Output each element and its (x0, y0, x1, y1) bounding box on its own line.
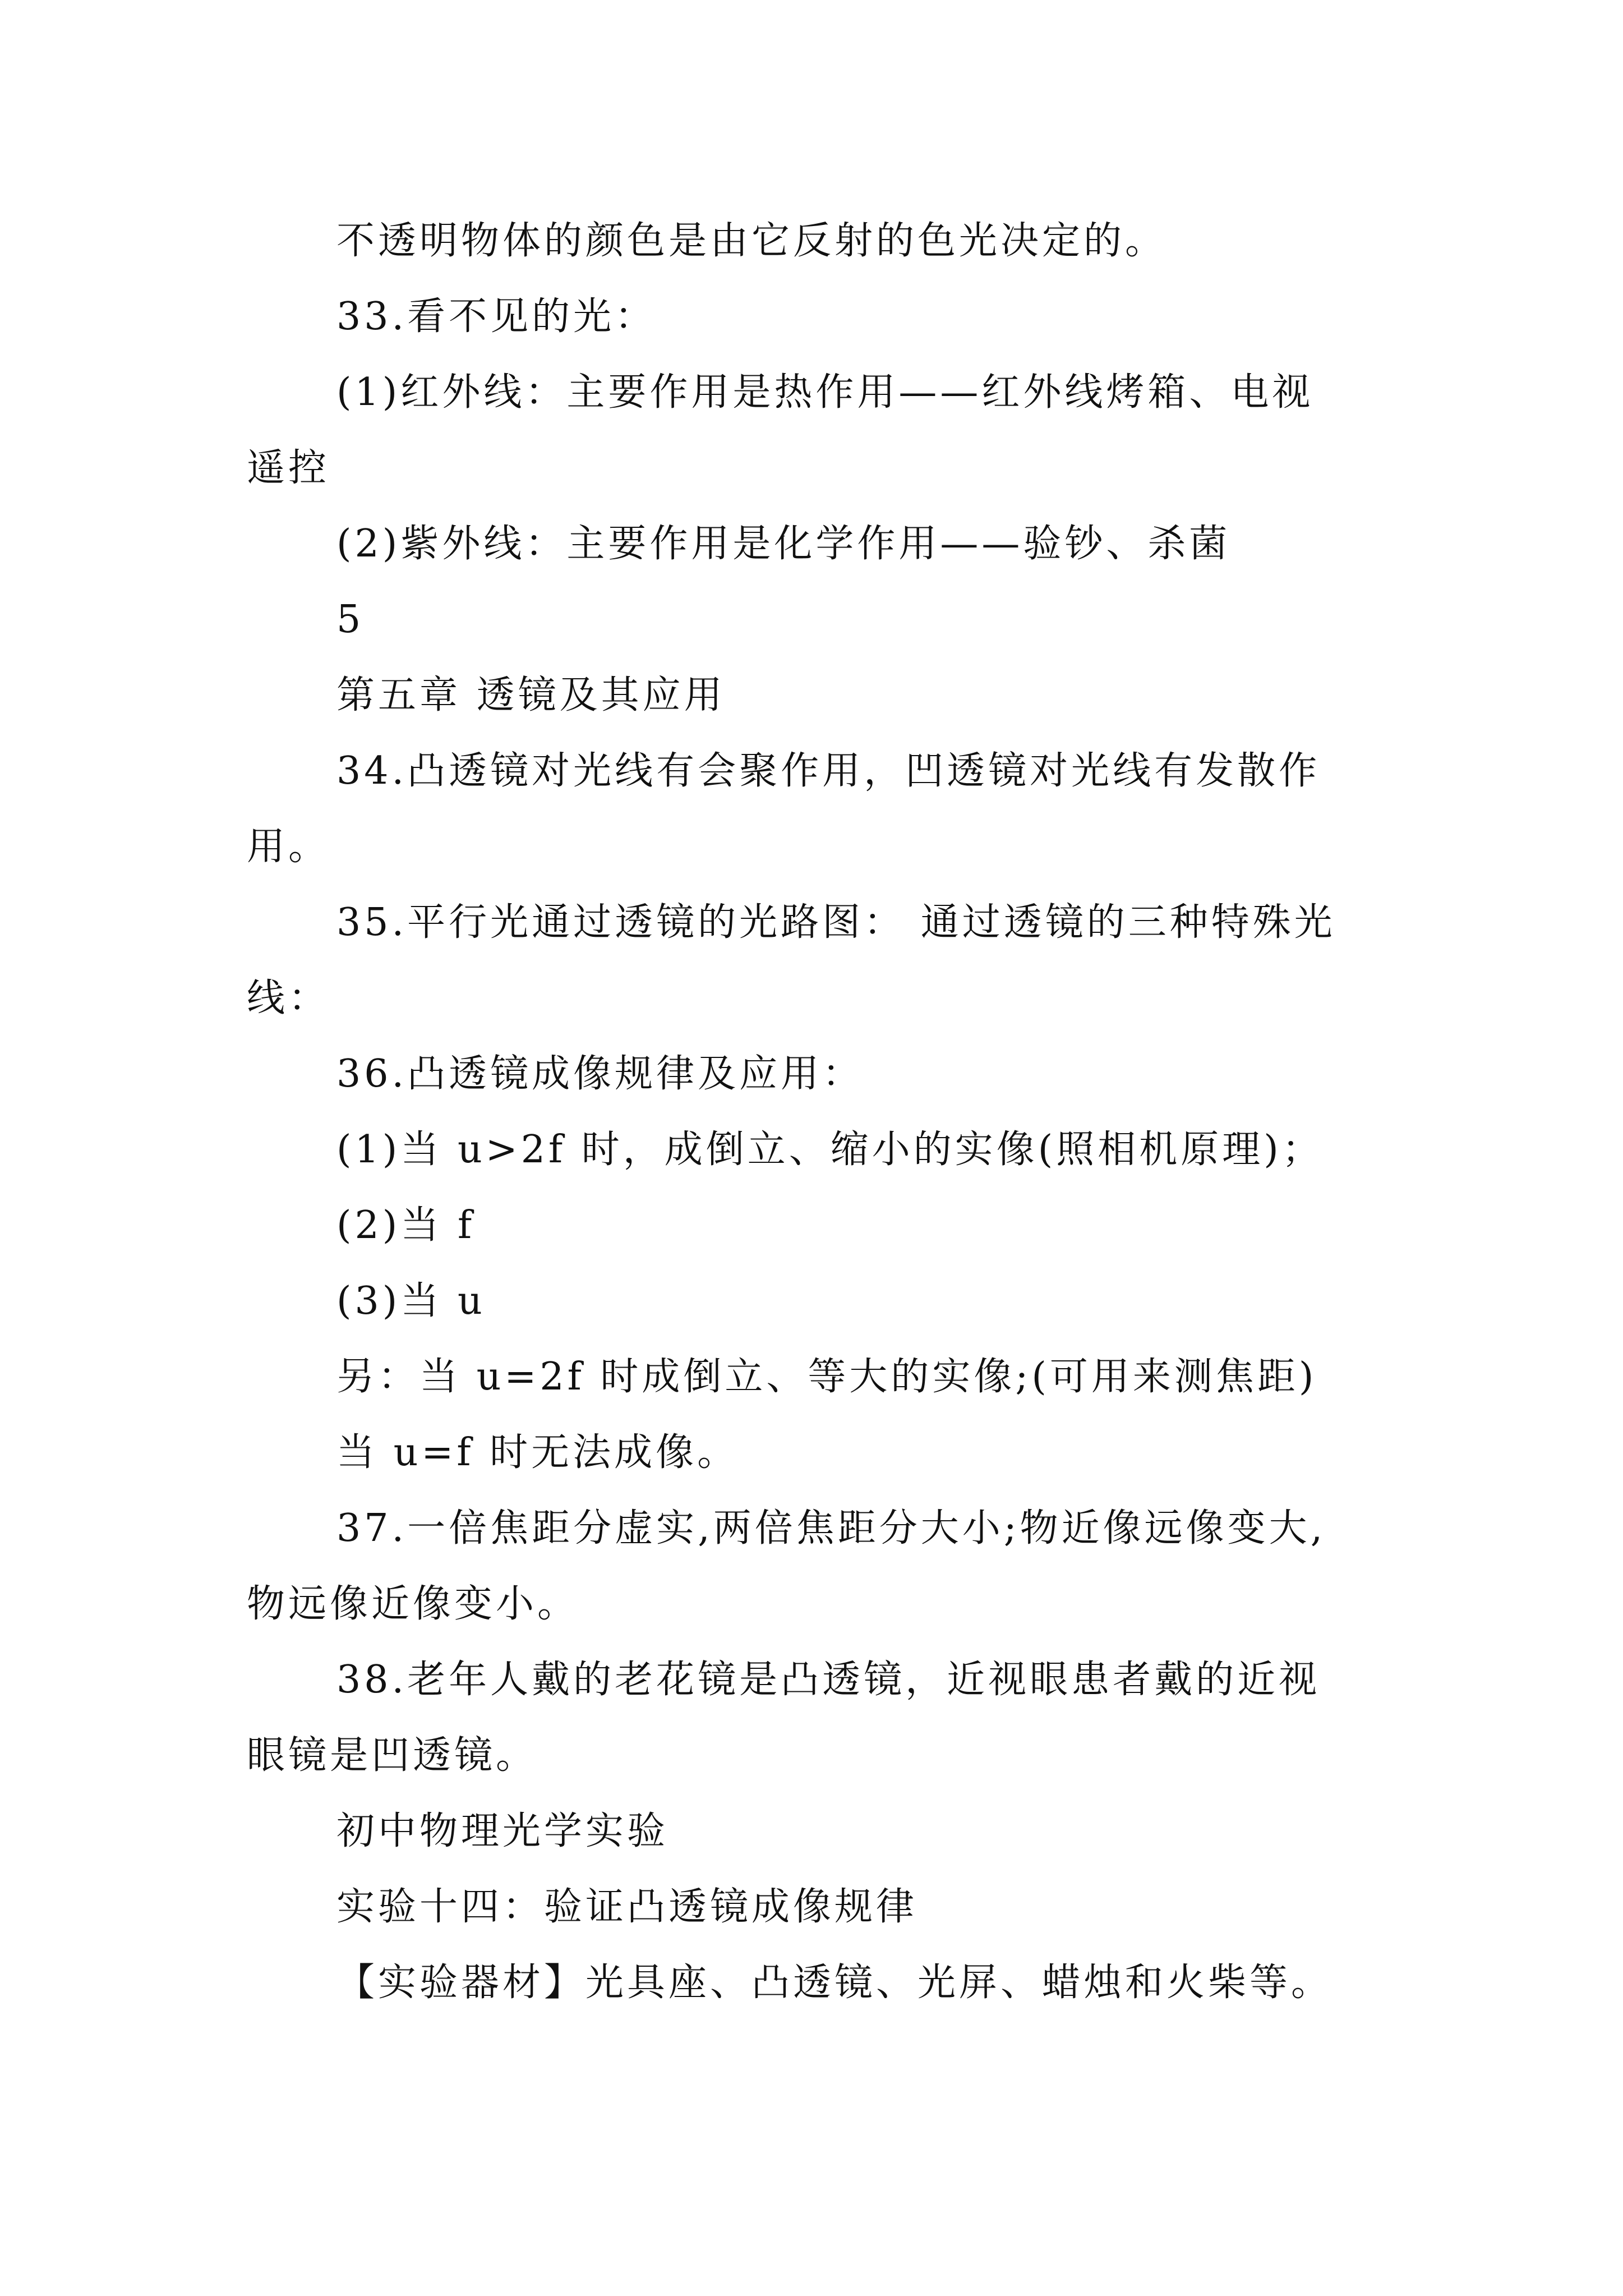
item-36-heading: 36.凸透镜成像规律及应用： (336, 1052, 864, 1096)
item-33-heading: 33.看不见的光： (336, 295, 657, 339)
experiment-title: 实验十四：验证凸透镜成像规律 (336, 1885, 918, 1929)
item-33-sub-1: (1)红外线：主要作用是热作用——红外线烤箱、电视 (336, 370, 1314, 415)
item-37-continued: 物远像近像变小。 (247, 1582, 579, 1626)
item-33-sub-1-continued: 遥控 (247, 446, 330, 490)
item-36-sub-1: (1)当 u>2f 时，成倒立、缩小的实像(照相机原理)； (336, 1128, 1324, 1172)
item-34: 34.凸透镜对光线有会聚作用，凹透镜对光线有发散作 (336, 749, 1321, 793)
item-36-sub-3: (3)当 u (336, 1279, 486, 1323)
item-38-continued: 眼镜是凹透镜。 (247, 1733, 538, 1778)
item-34-continued: 用。 (247, 825, 330, 869)
item-36-note-1: 另：当 u=2f 时成倒立、等大的实像;(可用来测焦距) (336, 1355, 1317, 1399)
paragraph-line: 不透明物体的颜色是由它反射的色光决定的。 (336, 219, 1167, 263)
item-33-sub-2: (2)紫外线：主要作用是化学作用——验钞、杀菌 (336, 522, 1231, 566)
section-title: 初中物理光学实验 (336, 1809, 669, 1853)
item-35: 35.平行光通过透镜的光路图： 通过透镜的三种特殊光 (336, 900, 1336, 945)
chapter-title: 第五章 透镜及其应用 (336, 673, 726, 717)
experiment-materials: 【实验器材】光具座、凸透镜、光屏、蜡烛和火柴等。 (336, 1961, 1333, 2005)
item-38: 38.老年人戴的老花镜是凸透镜，近视眼患者戴的近视 (336, 1658, 1321, 1702)
item-36-note-2: 当 u=f 时无法成像。 (336, 1430, 739, 1475)
page-number: 5 (336, 597, 365, 642)
item-35-continued: 线： (247, 976, 330, 1020)
item-37: 37.一倍焦距分虚实,两倍焦距分大小;物近像远像变大, (336, 1506, 1326, 1550)
item-36-sub-2: (2)当 f (336, 1203, 476, 1248)
